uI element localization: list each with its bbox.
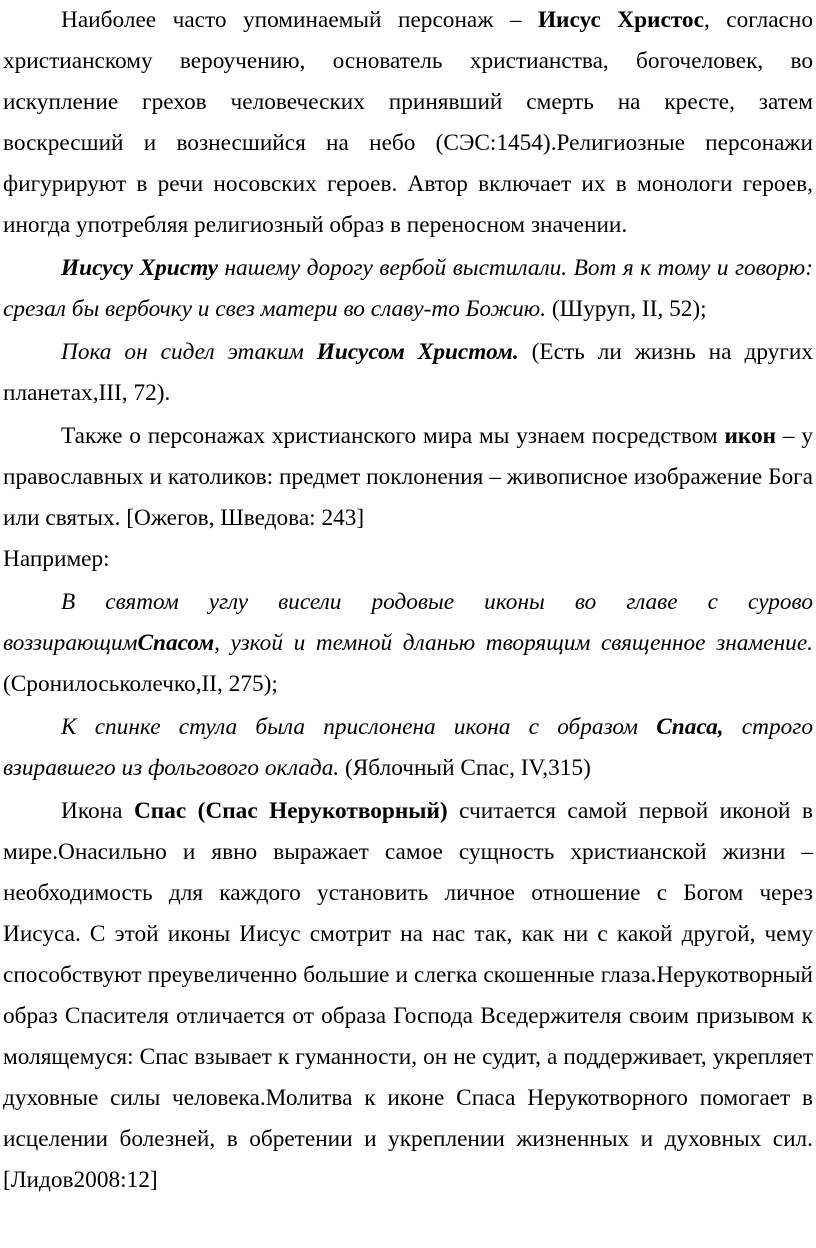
paragraph-spas-icon (3, 791, 813, 1201)
quote-source: (Яблочный Спас, IV,315) (339, 755, 591, 781)
paragraph-text: Наиболее часто упоминаемый персонаж – (61, 7, 538, 33)
quote-text: К спинке стула была прислонена икона с образом (61, 714, 657, 740)
paragraph-jesus-christ (3, 0, 813, 246)
quote-text: . (512, 339, 519, 365)
bold-quote-term: Спасом (137, 630, 215, 656)
quote-text: Пока он сидел этаким (61, 339, 317, 365)
quote-text: В святом углу висели родовые иконы во главе с сурово воззирающим (3, 589, 813, 656)
quote-text: строго взиравшего из фольгового оклада. (3, 714, 813, 781)
document-page (3, 0, 813, 1201)
quote-source: (Сронилоськолечко,II, 275); (3, 671, 278, 697)
bold-quote-term: Иисусом Христом (316, 339, 513, 365)
paragraph-text: Также о персонажах христианского мира мы узнаем посредством (61, 423, 725, 449)
quote-text: нашему дорогу вербой выстилали. Вот я к тому и говорю: срезал бы вербочку и свез матери во славу-то Божию. (3, 255, 813, 322)
paragraph-text: считается самой первой иконой в мире.Онасильно и явно выражает самое сущность христианской жизни – необходимость для каждого установить личное отношение с Богом через Иисуса. С этой иконы Иисус смотрит на нас так, как ни с какой другой, чему способствуют преувеличенно большие и слегка скошенные глаза.Нерукотворный образ Спасителя отличается от образа Господа Вседержителя своим призывом к молящемуся: Спас взывает к гуманности, он не судит, а поддерживает, укрепляет духовные силы человека.Молитва к иконе Спаса Нерукотворного помогает в исцелении болезней, в обретении и укреплении жизненных и духовных сил.[Лидов2008:12] (3, 798, 814, 1193)
paragraph-text: – у православных и католиков: предмет поклонения – живописное изображение Бога или святых. [Ожегов, Шведова: 243] (3, 423, 813, 531)
quote-apple-spas (3, 707, 813, 789)
bold-term-jesus-christ: Иисус Христос (537, 7, 704, 33)
quote-source: (Есть ли жизнь на других планетах,III, 72). (3, 339, 813, 406)
paragraph-text: Икона (61, 798, 134, 824)
bold-quote-term: Спаса, (656, 714, 724, 740)
quote-ring (3, 582, 813, 705)
paragraph-icons (3, 416, 813, 539)
bold-term-icons: икон (724, 423, 777, 449)
quote-source: (Шуруп, II, 52); (546, 296, 707, 322)
quote-other-planets (3, 332, 813, 414)
paragraph-text: Например: (3, 546, 110, 572)
bold-term-spas: Спас (Спас Нерукотворный) (133, 798, 448, 824)
quote-shurup (3, 248, 813, 330)
paragraph-example (3, 539, 813, 580)
bold-quote-term: Иисусу Христу (61, 255, 218, 281)
quote-text: , узкой и темной дланью творящим священное знамение. (214, 630, 813, 656)
paragraph-text: , согласно христианскому вероучению, основатель христианства, богочеловек, во искупление грехов человеческих принявший смерть на кресте, затем воскресший и вознесшийся на небо (СЭС:1454).Религиозные персонажи фигурируют в речи носовских героев. Автор включает их в монологи героев, иногда употребляя религиозный образ в переносном значении. (3, 7, 814, 238)
